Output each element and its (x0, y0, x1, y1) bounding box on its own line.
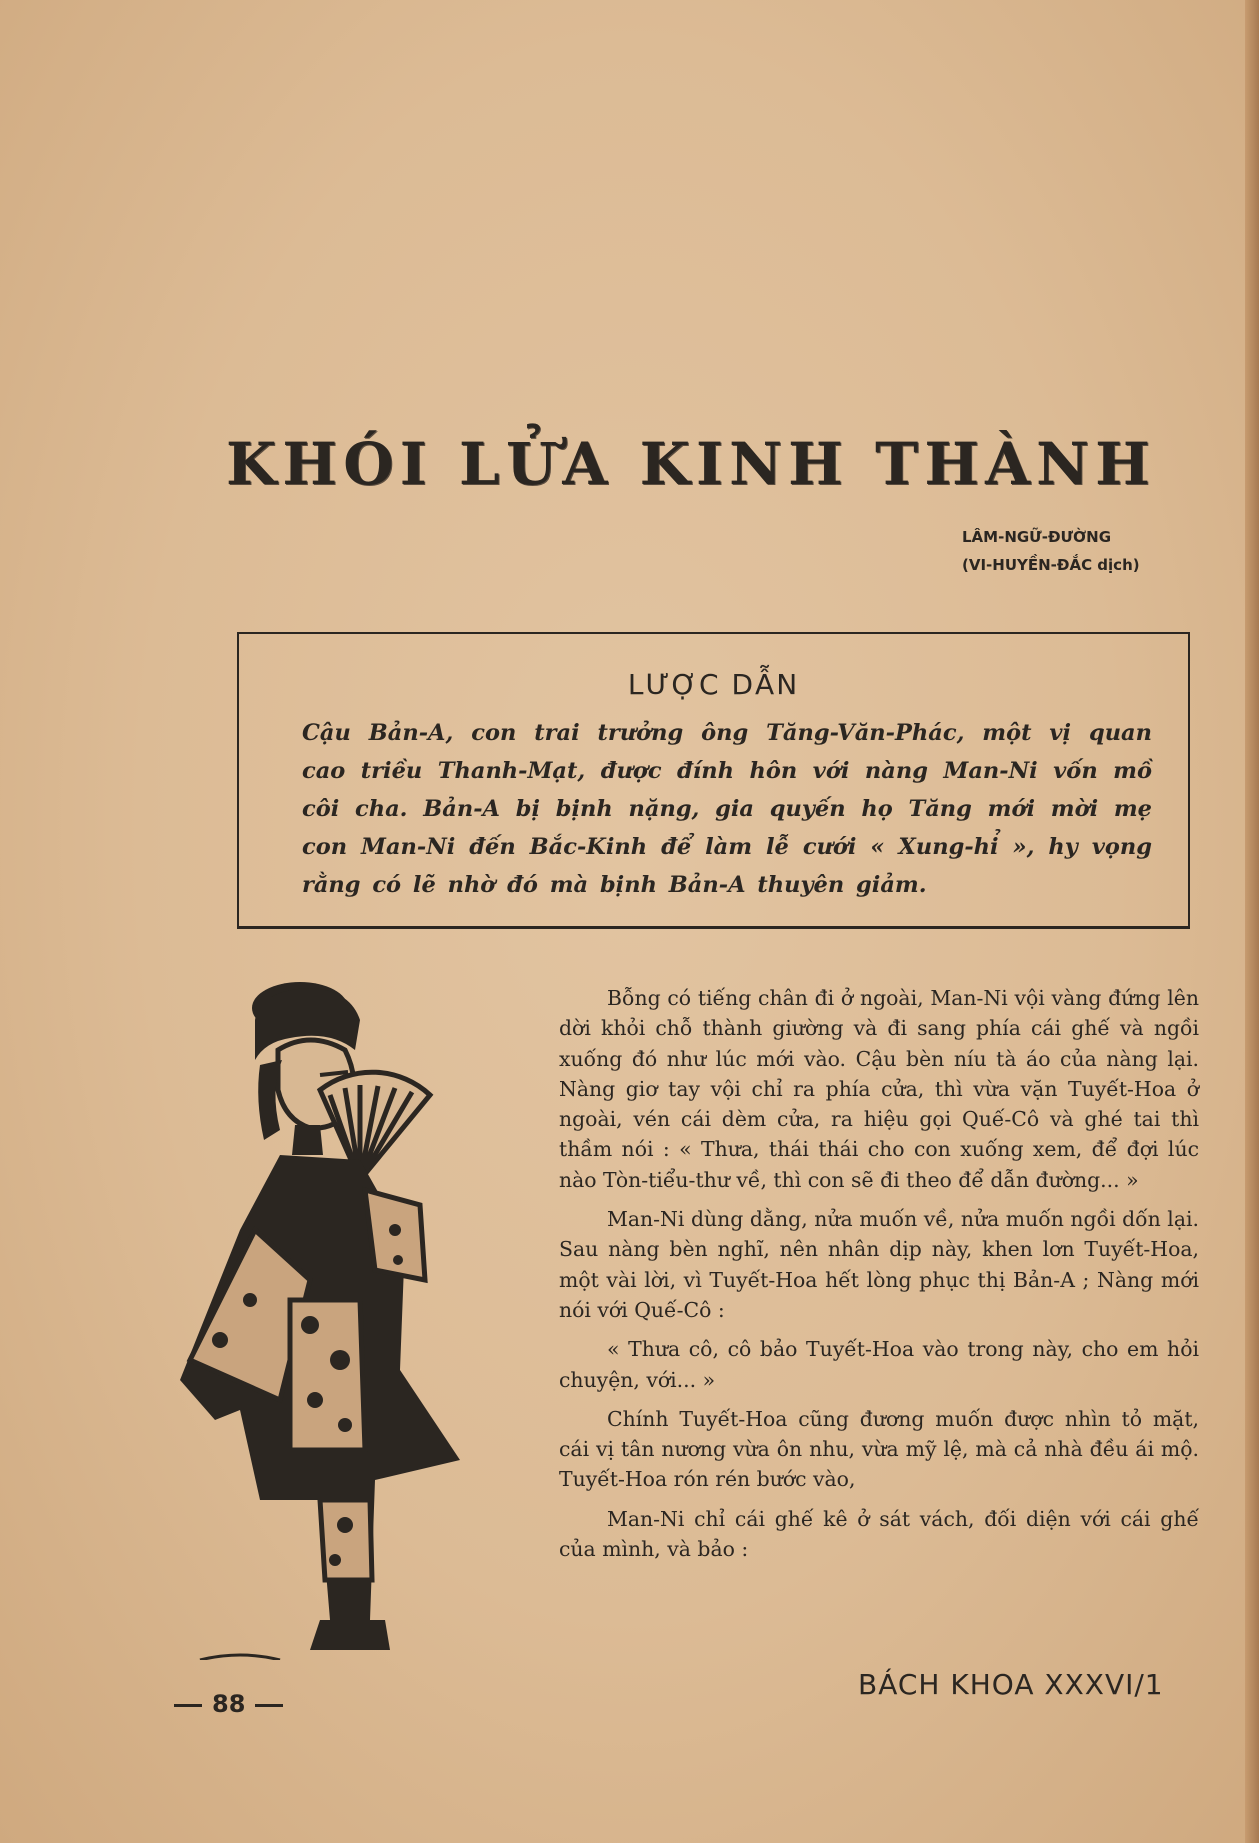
translator-credit: (VI-HUYỀN-ĐẮC dịch) (962, 556, 1140, 574)
summary-box (237, 632, 1190, 929)
page-number-dash-left (174, 1704, 202, 1707)
article-title: KHÓI LỬA KINH THÀNH (226, 430, 1156, 498)
author-name: LÂM-NGỮ-ĐƯỜNG (962, 528, 1112, 546)
summary-heading: LƯỢC DẪN (627, 668, 800, 701)
page-number (164, 1690, 293, 1718)
body-paragraph: Chính Tuyết-Hoa cũng đương muốn được nhìn tỏ mặt, cái vị tân nương vừa ôn nhu, vừa mỹ lệ, mà cả nhà đều ái mộ. Tuyết-Hoa rón rén bước vào, (559, 1406, 1199, 1492)
body-paragraph: « Thưa cô, cô bảo Tuyết-Hoa vào trong này, cho em hỏi chuyện, với... » (559, 1337, 1199, 1392)
page-edge-shadow (1245, 0, 1259, 1843)
body-paragraph: Man-Ni chỉ cái ghế kê ở sát vách, đối diện với cái ghế của mình, và bảo : (559, 1506, 1199, 1562)
body-paragraph: Man-Ni dùng dằng, nửa muốn về, nửa muốn ngồi dốn lại. Sau nàng bèn nghĩ, nên nhân dịp này, khen lơn Tuyết-Hoa, một vài lời, vì Tuyết-Hoa hết lòng phục thị Bản-A ; Nàng mới nói với Quế-Cô : (559, 1207, 1199, 1322)
body-paragraph: Bỗng có tiếng chân đi ở ngoài, Man-Ni vội vàng đứng lên dời khỏi chỗ thành giường và đi sang phía cái ghế và ngồi xuống đó như lúc mới vào. Cậu bèn níu tà áo của nàng lại. Nàng giơ tay vội chỉ ra phía cửa, thì vừa vặn Tuyết-Hoa ở ngoài, vén cái dèm cửa, ra hiệu gọi Quế-Cô và ghé tai thì thầm nói : « Thưa, thái thái cho con xuống xem, để đợi lúc nào Tòn-tiểu-thư về, thì con sẽ đi theo để dẫn đường... » (559, 986, 1199, 1192)
page-number-dash-right (255, 1704, 283, 1707)
article-body (559, 983, 1199, 1573)
summary-text: Cậu Bản-A, con trai trưởng ông Tăng-Văn-Phác, một vị quan cao triều Thanh-Mạt, được đính hôn với nàng Man-Ni vốn mồ côi cha. Bản-A bị bịnh nặng, gia quyến họ Tăng mới mời mẹ con Man-Ni đến Bắc-Kinh để làm lễ cưới « Xung-hỉ », hy vọng rằng có lẽ nhờ đó mà bịnh Bản-A thuyên giảm. (302, 720, 1152, 898)
byline (962, 523, 1140, 579)
page-number-value: 88 (212, 1690, 246, 1718)
woman-with-fan-illustration (160, 980, 570, 1660)
journal-name: BÁCH KHOA XXXVI/1 (858, 1668, 1164, 1701)
